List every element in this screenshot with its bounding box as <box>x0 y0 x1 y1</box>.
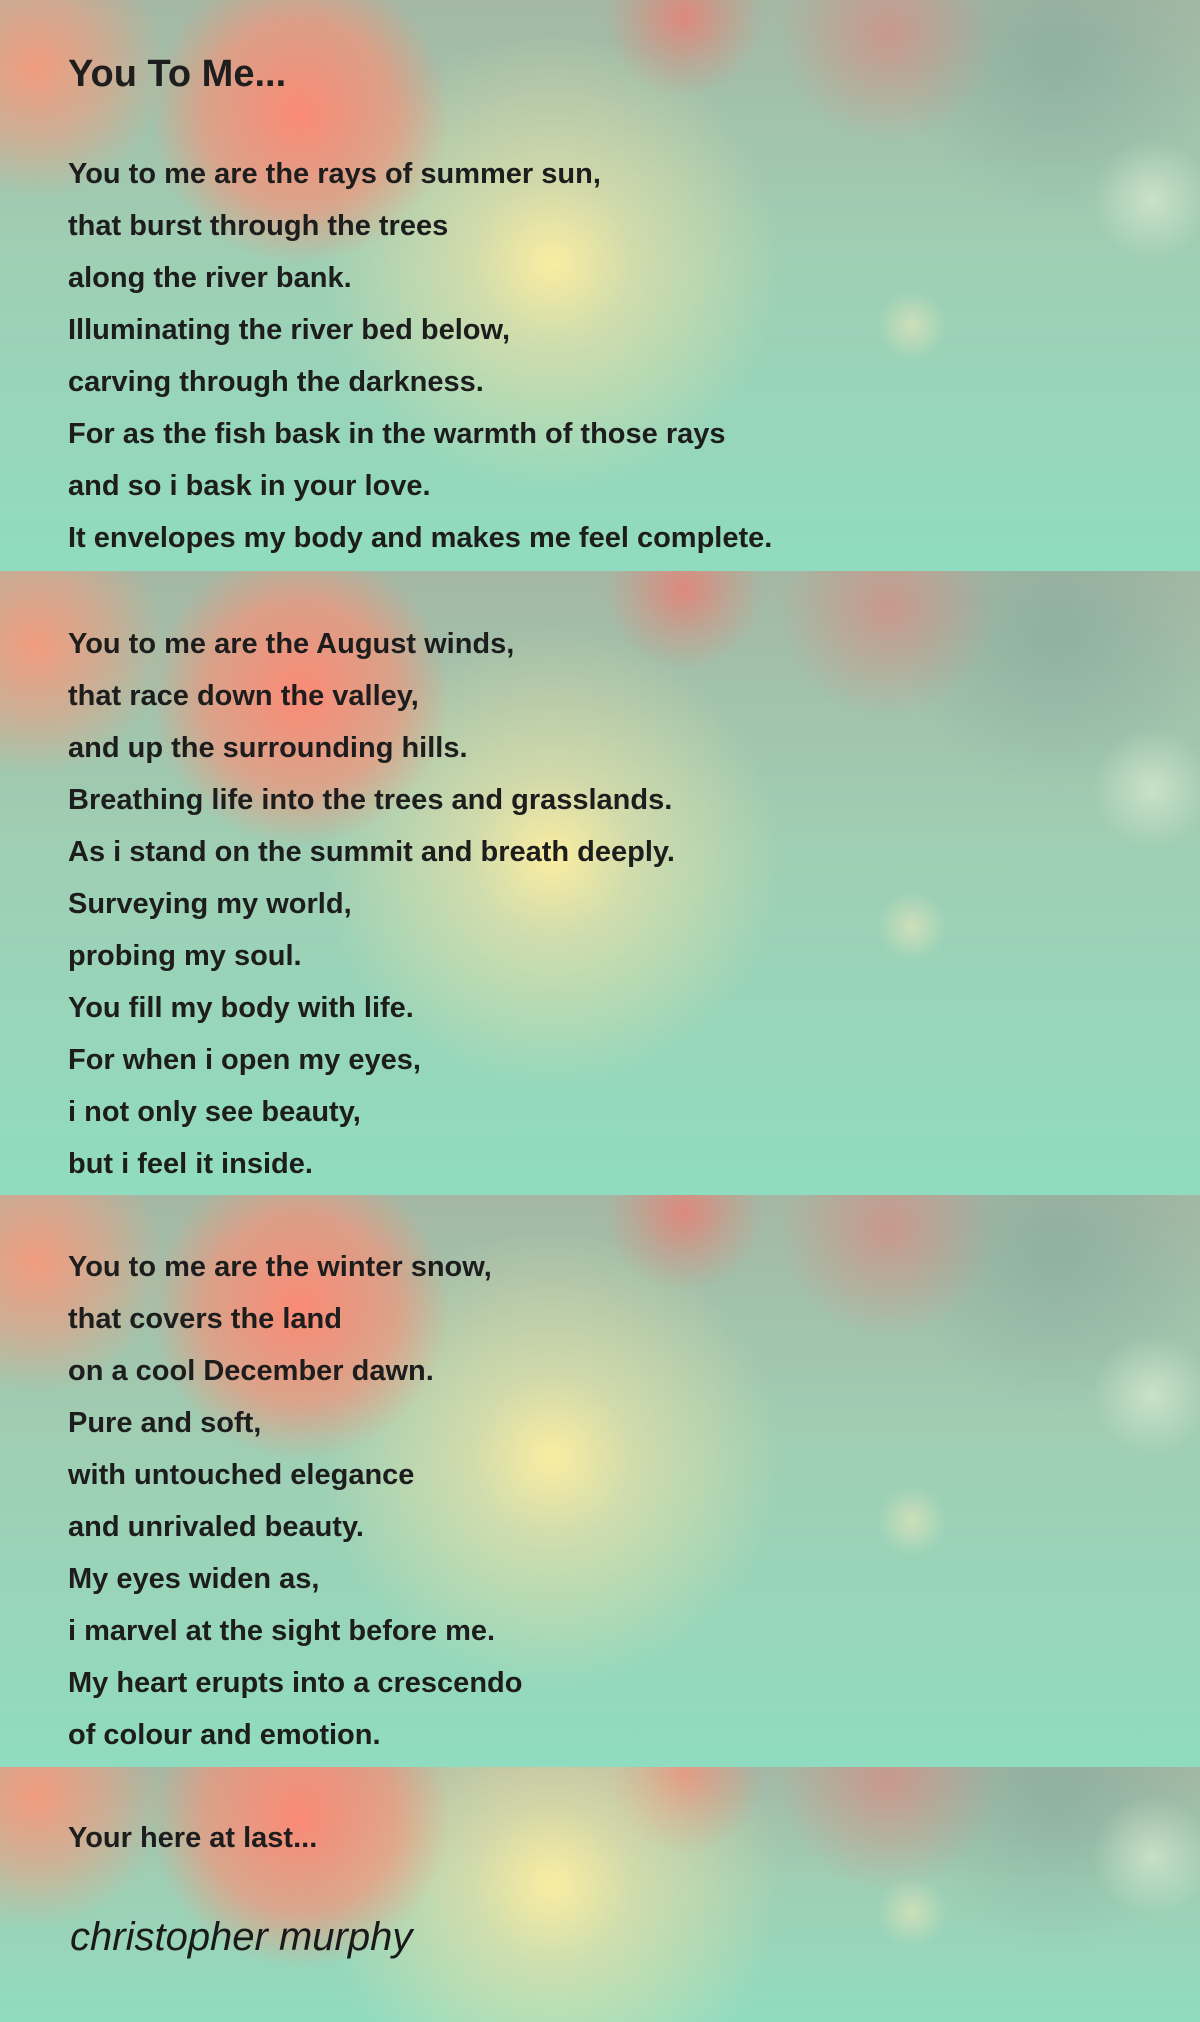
poem-line: and so i bask in your love. <box>68 470 431 502</box>
poem-line: that race down the valley, <box>68 680 419 712</box>
poem-line: You to me are the August winds, <box>68 628 515 660</box>
stanza-4 <box>68 1812 317 1864</box>
poem-panel-4 <box>0 1767 1200 2022</box>
stanza-3 <box>68 1241 522 1761</box>
poem-line: but i feel it inside. <box>68 1148 313 1180</box>
poem-panel-3 <box>0 1195 1200 1767</box>
poem-line: You to me are the rays of summer sun, <box>68 158 601 190</box>
poem-line: Breathing life into the trees and grasslands. <box>68 784 673 816</box>
poem-line: and up the surrounding hills. <box>68 732 468 764</box>
poem-line: of colour and emotion. <box>68 1719 381 1751</box>
author-name: christopher murphy <box>70 1915 413 1959</box>
poem-panel-1 <box>0 0 1200 571</box>
poem-line: Illuminating the river bed below, <box>68 314 511 346</box>
poem-line: on a cool December dawn. <box>68 1355 434 1387</box>
stanza-1 <box>68 148 772 564</box>
poem-line: You fill my body with life. <box>68 992 414 1024</box>
poem-line: Your here at last... <box>68 1822 318 1854</box>
poem-line: i marvel at the sight before me. <box>68 1615 496 1647</box>
poem-line: Pure and soft, <box>68 1407 262 1439</box>
poem-line: For as the fish bask in the warmth of those rays <box>68 418 726 450</box>
poem-line: and unrivaled beauty. <box>68 1511 364 1543</box>
poem-panel-2 <box>0 571 1200 1195</box>
poem-line: It envelopes my body and makes me feel complete. <box>68 522 773 554</box>
poem-title: You To Me... <box>68 53 287 95</box>
poem-line: along the river bank. <box>68 262 352 294</box>
poem-line: probing my soul. <box>68 940 302 972</box>
poem-line: with untouched elegance <box>68 1459 415 1491</box>
poem-line: Surveying my world, <box>68 888 352 920</box>
poem-line: You to me are the winter snow, <box>68 1251 492 1283</box>
poem-line: As i stand on the summit and breath deeply. <box>68 836 675 868</box>
poem-line: i not only see beauty, <box>68 1096 361 1128</box>
poem-line: that covers the land <box>68 1303 342 1335</box>
poem-line: carving through the darkness. <box>68 366 484 398</box>
poem-line: that burst through the trees <box>68 210 449 242</box>
poem-line: For when i open my eyes, <box>68 1044 421 1076</box>
stanza-2 <box>68 618 675 1190</box>
poem-line: My heart erupts into a crescendo <box>68 1667 523 1699</box>
poem-line: My eyes widen as, <box>68 1563 320 1595</box>
